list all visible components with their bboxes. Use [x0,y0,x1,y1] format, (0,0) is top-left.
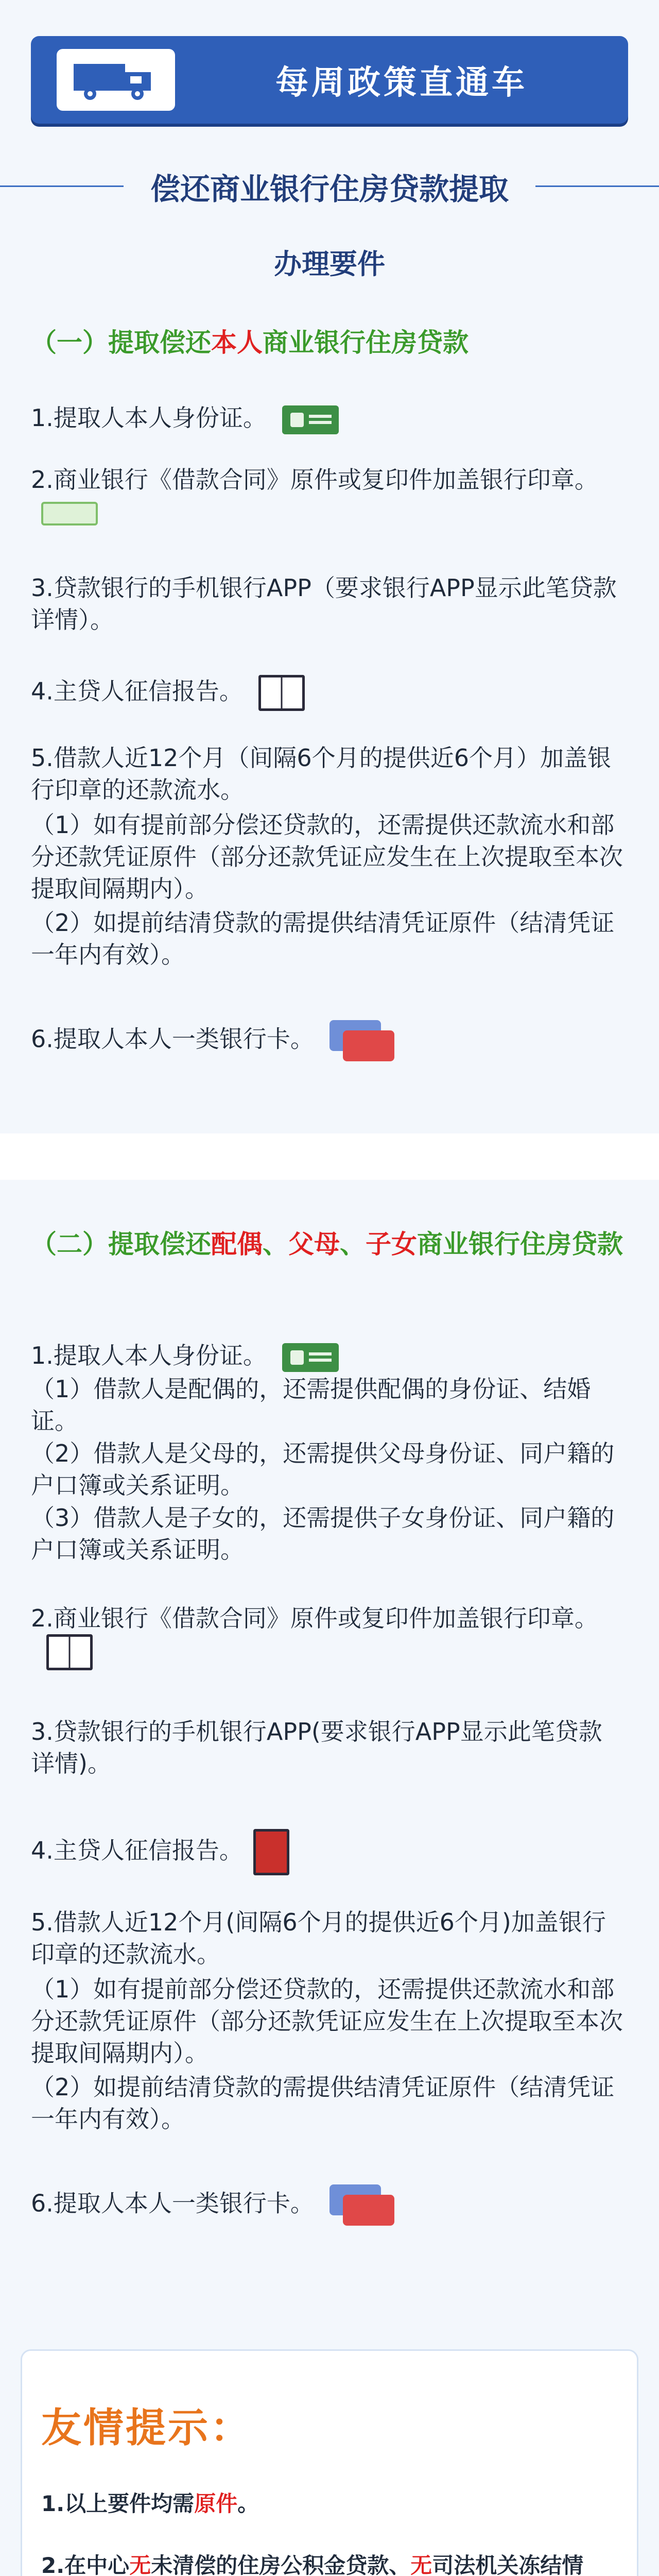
s1-item-5-2 [31,907,623,971]
s2-item-5-text: 5.借款人近12个月(间隔6个月的提供近6个月)加盖银行印章的还款流水。 [31,1908,606,1968]
section2-head-spouse: 配偶 [211,1229,263,1259]
s2-item-2-text: 2.商业银行《借款合同》原件或复印件加盖银行印章。 [31,1604,598,1632]
s1-item-5 [31,742,623,806]
s2-item-1-3 [31,1502,623,1566]
section2-head-children: 子女 [366,1229,417,1259]
bank-card-icon [330,1020,396,1061]
section1-heading [31,325,628,361]
s1-item-4 [31,675,623,711]
s2-item-1-1 [31,1373,623,1437]
section2-head-post: 商业银行住房贷款 [417,1229,623,1259]
section1-head-post: 商业银行住房贷款 [263,328,469,358]
tip-2-end: 司法机关冻结情 [432,2553,584,2576]
s1-item-6-text: 6.提取人本人一类银行卡。 [31,1025,314,1053]
s1-item-5-text: 5.借款人近12个月（间隔6个月的提供近6个月）加盖银行印章的还款流水。 [31,744,611,804]
book-icon [258,675,305,711]
tip-1-text: 1.以上要件均需 [41,2491,195,2516]
s1-item-1 [31,402,623,434]
s2-item-1-1-text: （1）借款人是配偶的，还需提供配偶的身份证、结婚证。 [31,1375,591,1435]
s1-item-3-text: 3.贷款银行的手机银行APP（要求银行APP显示此笔贷款详情）。 [31,574,617,634]
s2-item-6-text: 6.提取人本人一类银行卡。 [31,2189,314,2217]
contract-icon [41,502,98,526]
section-subtitle: 办理要件 [274,248,385,280]
section2-head-parents: 父母 [288,1229,340,1259]
s1-item-6 [31,1020,623,1061]
s2-item-1-2 [31,1437,623,1501]
section-divider [0,1133,659,1180]
tip-2 [41,2550,613,2576]
s2-item-1-3-text: （3）借款人是子女的，还需提供子女身份证、同户籍的户口簿或关系证明。 [31,1504,615,1564]
s2-item-2 [31,1602,623,1670]
s1-item-5-1 [31,809,623,905]
section2-head-sep1: 、 [263,1229,288,1259]
s2-item-5-2-text: （2）如提前结清贷款的需提供结清凭证原件（结清凭证一年内有效）。 [31,2073,615,2133]
tip-1-end: 。 [237,2491,259,2516]
s1-item-2-text: 2.商业银行《借款合同》原件或复印件加盖银行印章。 [31,466,598,494]
bank-card-icon [330,2184,396,2226]
s2-item-4 [31,1829,623,1875]
tip-2-highlight-2: 无 [410,2553,432,2576]
section2-head-pre: （二）提取偿还 [31,1229,211,1259]
s2-item-3 [31,1716,623,1780]
s2-item-1-text: 1.提取人本人身份证。 [31,1342,267,1369]
s2-item-5 [31,1906,623,1970]
id-card-icon [282,405,339,434]
s1-item-4-text: 4.主贷人征信报告。 [31,677,243,705]
section2-head-sep2: 、 [340,1229,366,1259]
tip-1 [41,2488,613,2519]
s2-item-6 [31,2184,623,2226]
tip-2-text: 2.在中心 [41,2553,130,2576]
header-banner [31,36,628,124]
id-card-icon [282,1343,339,1372]
tip-1-highlight: 原件 [194,2491,238,2516]
red-book-icon [253,1829,289,1875]
truck-icon [57,49,175,111]
s1-item-5-1-text: （1）如有提前部分偿还贷款的，还需提供还款流水和部分还款凭证原件（部分还款凭证应发生在上次提取至本次提取间隔期内）。 [31,811,623,903]
tips-panel [21,2349,638,2576]
s2-item-5-2 [31,2071,623,2135]
tip-2-highlight-1: 无 [129,2553,151,2576]
s2-item-1 [31,1340,623,1372]
banner-title: 每周政策直通车 [275,64,528,102]
document-title: 偿还商业银行住房贷款提取 [150,172,509,207]
s2-item-5-1-text: （1）如有提前部分偿还贷款的，还需提供还款流水和部分还款凭证原件（部分还款凭证应发生在上次提取至本次提取间隔期内）。 [31,1975,623,2067]
section1-head-pre: （一）提取偿还 [31,328,211,358]
tip-2-mid: 未清偿的住房公积金贷款、 [151,2553,411,2576]
s2-item-4-text: 4.主贷人征信报告。 [31,1836,243,1865]
book-icon [46,1634,93,1670]
s1-item-5-2-text: （2）如提前结清贷款的需提供结清凭证原件（结清凭证一年内有效）。 [31,909,615,969]
section1-head-red: 本人 [211,328,263,358]
s2-item-5-1 [31,1973,623,2069]
s1-item-2 [31,464,623,528]
s1-item-3 [31,572,623,636]
s1-item-1-text: 1.提取人本人身份证。 [31,404,267,432]
tips-title: 友情提示： [41,2405,253,2451]
s2-item-1-2-text: （2）借款人是父母的，还需提供父母身份证、同户籍的户口簿或关系证明。 [31,1439,615,1499]
section2-heading [31,1226,628,1262]
s2-item-3-text: 3.贷款银行的手机银行APP(要求银行APP显示此笔贷款详情)。 [31,1718,602,1777]
